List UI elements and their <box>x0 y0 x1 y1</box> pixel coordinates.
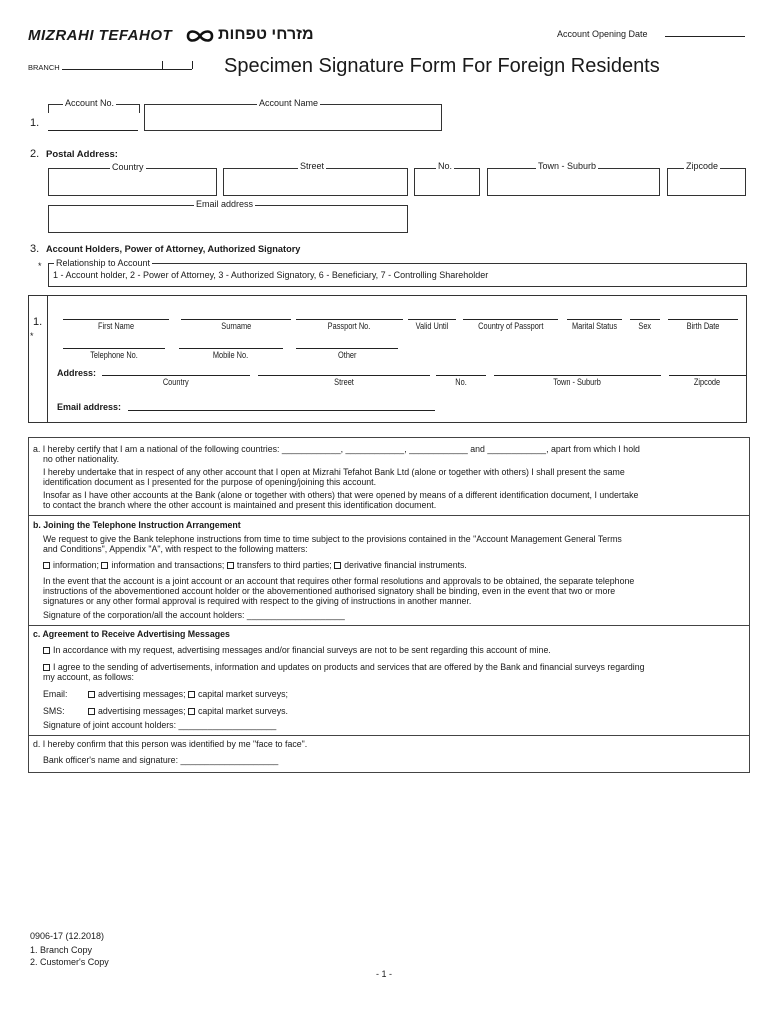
country-of-passport-field[interactable] <box>463 319 558 320</box>
town-label: Town - Suburb <box>538 161 597 171</box>
town-field[interactable] <box>487 168 660 196</box>
holder-address-label: Address: <box>57 368 97 378</box>
relationship-star: * <box>38 261 42 271</box>
account-no-label: Account No. <box>65 98 115 108</box>
section-a-p1b: no other nationality. <box>43 454 120 464</box>
telephone-field[interactable] <box>63 348 165 349</box>
zipcode-label: Zipcode <box>686 161 719 171</box>
section-c-heading: c. Agreement to Receive Advertising Messages <box>33 629 230 639</box>
section-3-heading: Account Holders, Power of Attorney, Authorized Signatory <box>46 244 301 254</box>
information-transactions-option: information and transactions; <box>111 560 225 570</box>
holder-zipcode-label: Zipcode <box>694 377 721 387</box>
valid-until-label: Valid Until <box>415 321 449 331</box>
information-transactions-checkbox[interactable] <box>101 562 108 569</box>
page-title: Specimen Signature Form For Foreign Residents <box>224 55 660 77</box>
relationship-label: Relationship to Account <box>56 258 151 268</box>
branch-field[interactable] <box>62 69 192 70</box>
section-b-signature[interactable]: Signature of the corporation/all the account holders: ____________________ <box>43 610 345 620</box>
section-d-signature[interactable]: Bank officer's name and signature: ____________________ <box>43 755 279 765</box>
account-name-field[interactable] <box>144 104 442 131</box>
number-field[interactable] <box>414 168 480 196</box>
holder-town-label: Town - Suburb <box>553 377 602 387</box>
holder-street-label: Street <box>334 377 354 387</box>
sms-surveys-option: capital market surveys. <box>197 706 288 716</box>
other-label: Other <box>337 350 357 360</box>
surname-label: Surname <box>221 321 251 331</box>
country-label: Country <box>112 162 144 172</box>
sms-advertising-checkbox[interactable] <box>88 708 95 715</box>
holder-zipcode-field[interactable] <box>669 375 746 376</box>
number-label: No. <box>438 161 453 171</box>
zipcode-field[interactable] <box>667 168 746 196</box>
section-d-text: d. I hereby confirm that this person was identified by me "face to face". <box>33 739 308 749</box>
holder-street-field[interactable] <box>258 375 430 376</box>
section-b-options <box>43 560 467 571</box>
holder-town-field[interactable] <box>494 375 661 376</box>
holder-number-label: No. <box>455 377 467 387</box>
holder-country-field[interactable] <box>102 375 250 376</box>
email-surveys-checkbox[interactable] <box>188 691 195 698</box>
passport-field[interactable] <box>296 319 403 320</box>
holder-email-field[interactable] <box>128 410 435 411</box>
other-field[interactable] <box>296 348 398 349</box>
branch-copy: 1. Branch Copy <box>30 945 93 955</box>
section-a-p1a: a. I hereby certify that I am a national of the following countries: ____________, ____________, ____________ and ____________, apart from which I hold <box>33 444 640 454</box>
marital-status-label: Marital Status <box>571 321 618 331</box>
telephone-label: Telephone No. <box>90 350 138 360</box>
logo-hebrew: מזרחי טפחות <box>218 26 314 43</box>
email-advertising-checkbox[interactable] <box>88 691 95 698</box>
email-field[interactable] <box>48 205 408 233</box>
birth-date-label: Birth Date <box>686 321 720 331</box>
section-1-number: 1. <box>30 117 40 129</box>
section-b-p1a: We request to give the Bank telephone instructions from time to time subject to the provisions contained in the "Account Management General Terms <box>43 534 622 544</box>
account-no-field[interactable] <box>48 130 138 131</box>
section-b-p2a: In the event that the account is a joint account or an account that requires other formal resolutions and approvals to be obtained, the separate telephone <box>43 576 635 586</box>
section-b-p2b: instructions of the abovementioned account holder or the abovementioned authorised signatory shall be binding, even in the event that two or more <box>43 586 616 596</box>
logo <box>28 26 348 46</box>
section-b-heading: b. Joining the Telephone Instruction Arrangement <box>33 520 241 530</box>
relationship-text: 1 - Account holder, 2 - Power of Attorney, 3 - Authorized Signatory, 6 - Beneficiary, 7 - Controlling Shareholder <box>53 270 489 280</box>
holder-star: * <box>30 331 34 341</box>
first-name-field[interactable] <box>63 319 169 320</box>
section-b-p1b: and Conditions", Appendix "A", with respect to the following matters: <box>43 544 308 554</box>
section-a-p2b: identification document as I presented for the purpose of opening/joining this account. <box>43 477 377 487</box>
logo-infinity-icon <box>185 29 215 43</box>
street-field[interactable] <box>223 168 408 196</box>
no-advertising-option: In accordance with my request, advertising messages and/or financial surveys are not to be sent regarding this account of mine. <box>53 645 551 655</box>
information-checkbox[interactable] <box>43 562 50 569</box>
sms-advertising-option: advertising messages; <box>98 706 186 716</box>
surname-field[interactable] <box>181 319 291 320</box>
page-number: - 1 - <box>376 969 393 979</box>
form-number: 0906-17 (12.2018) <box>30 931 105 941</box>
section-3-number: 3. <box>30 243 40 255</box>
mobile-field[interactable] <box>179 348 283 349</box>
email-surveys-option: capital market surveys; <box>197 689 288 699</box>
email-advertising-option: advertising messages; <box>98 689 186 699</box>
opening-date-field[interactable] <box>665 36 745 37</box>
passport-label: Passport No. <box>328 321 371 331</box>
account-name-label: Account Name <box>259 98 319 108</box>
sex-field[interactable] <box>630 319 660 320</box>
birth-date-field[interactable] <box>668 319 738 320</box>
sex-label: Sex <box>638 321 652 331</box>
customer-copy: 2. Customer's Copy <box>30 957 109 967</box>
section-b-p2c: signatures or any other formal approval is required with respect to the giving of instructions in another manner. <box>43 596 472 606</box>
branch-label: BRANCH <box>28 63 60 72</box>
agree-advertising-option: I agree to the sending of advertisements, information and updates on products and services that are offered by the Bank and financial surveys regarding <box>53 662 645 672</box>
transfers-option: transfers to third parties; <box>236 560 332 570</box>
section-c-signature[interactable]: Signature of joint account holders: ____________________ <box>43 720 277 730</box>
country-of-passport-label: Country of Passport <box>477 321 544 331</box>
marital-status-field[interactable] <box>567 319 622 320</box>
country-field[interactable] <box>48 168 217 196</box>
logo-latin: MIZRAHI TEFAHOT <box>28 27 173 44</box>
agree-advertising-option-b: my account, as follows: <box>43 672 134 682</box>
section-a-p3a: Insofar as I have other accounts at the Bank (alone or together with others) that were opened by means of a different identification document, I undertake <box>43 490 639 500</box>
mobile-label: Mobile No. <box>213 350 249 360</box>
section-a-p2a: I hereby undertake that in respect of any other account that I open at Mizrahi Tefahot Bank Ltd (alone or together with others) I shall present the same <box>43 467 625 477</box>
first-name-label: First Name <box>97 321 135 331</box>
holder-country-label: Country <box>163 377 189 387</box>
agree-advertising-checkbox[interactable] <box>43 664 50 671</box>
email-label: Email address <box>196 199 254 209</box>
information-option: information; <box>53 560 99 570</box>
sms-row-label: SMS: <box>43 706 65 716</box>
section-2-number: 2. <box>30 148 40 160</box>
derivatives-option: derivative financial instruments. <box>344 560 467 570</box>
holder-number-field[interactable] <box>436 375 486 376</box>
opening-date-label: Account Opening Date <box>557 29 648 39</box>
email-row-label: Email: <box>43 689 68 699</box>
transfers-checkbox[interactable] <box>227 562 234 569</box>
street-label: Street <box>300 161 325 171</box>
postal-address-heading: Postal Address: <box>46 149 118 160</box>
derivatives-checkbox[interactable] <box>334 562 341 569</box>
valid-until-field[interactable] <box>408 319 456 320</box>
sms-surveys-checkbox[interactable] <box>188 708 195 715</box>
holder-number: 1. <box>33 316 43 328</box>
section-a-p3b: to contact the branch where the other account is maintained and present this identification document. <box>43 500 437 510</box>
holder-email-label: Email address: <box>57 402 122 412</box>
no-advertising-checkbox[interactable] <box>43 647 50 654</box>
